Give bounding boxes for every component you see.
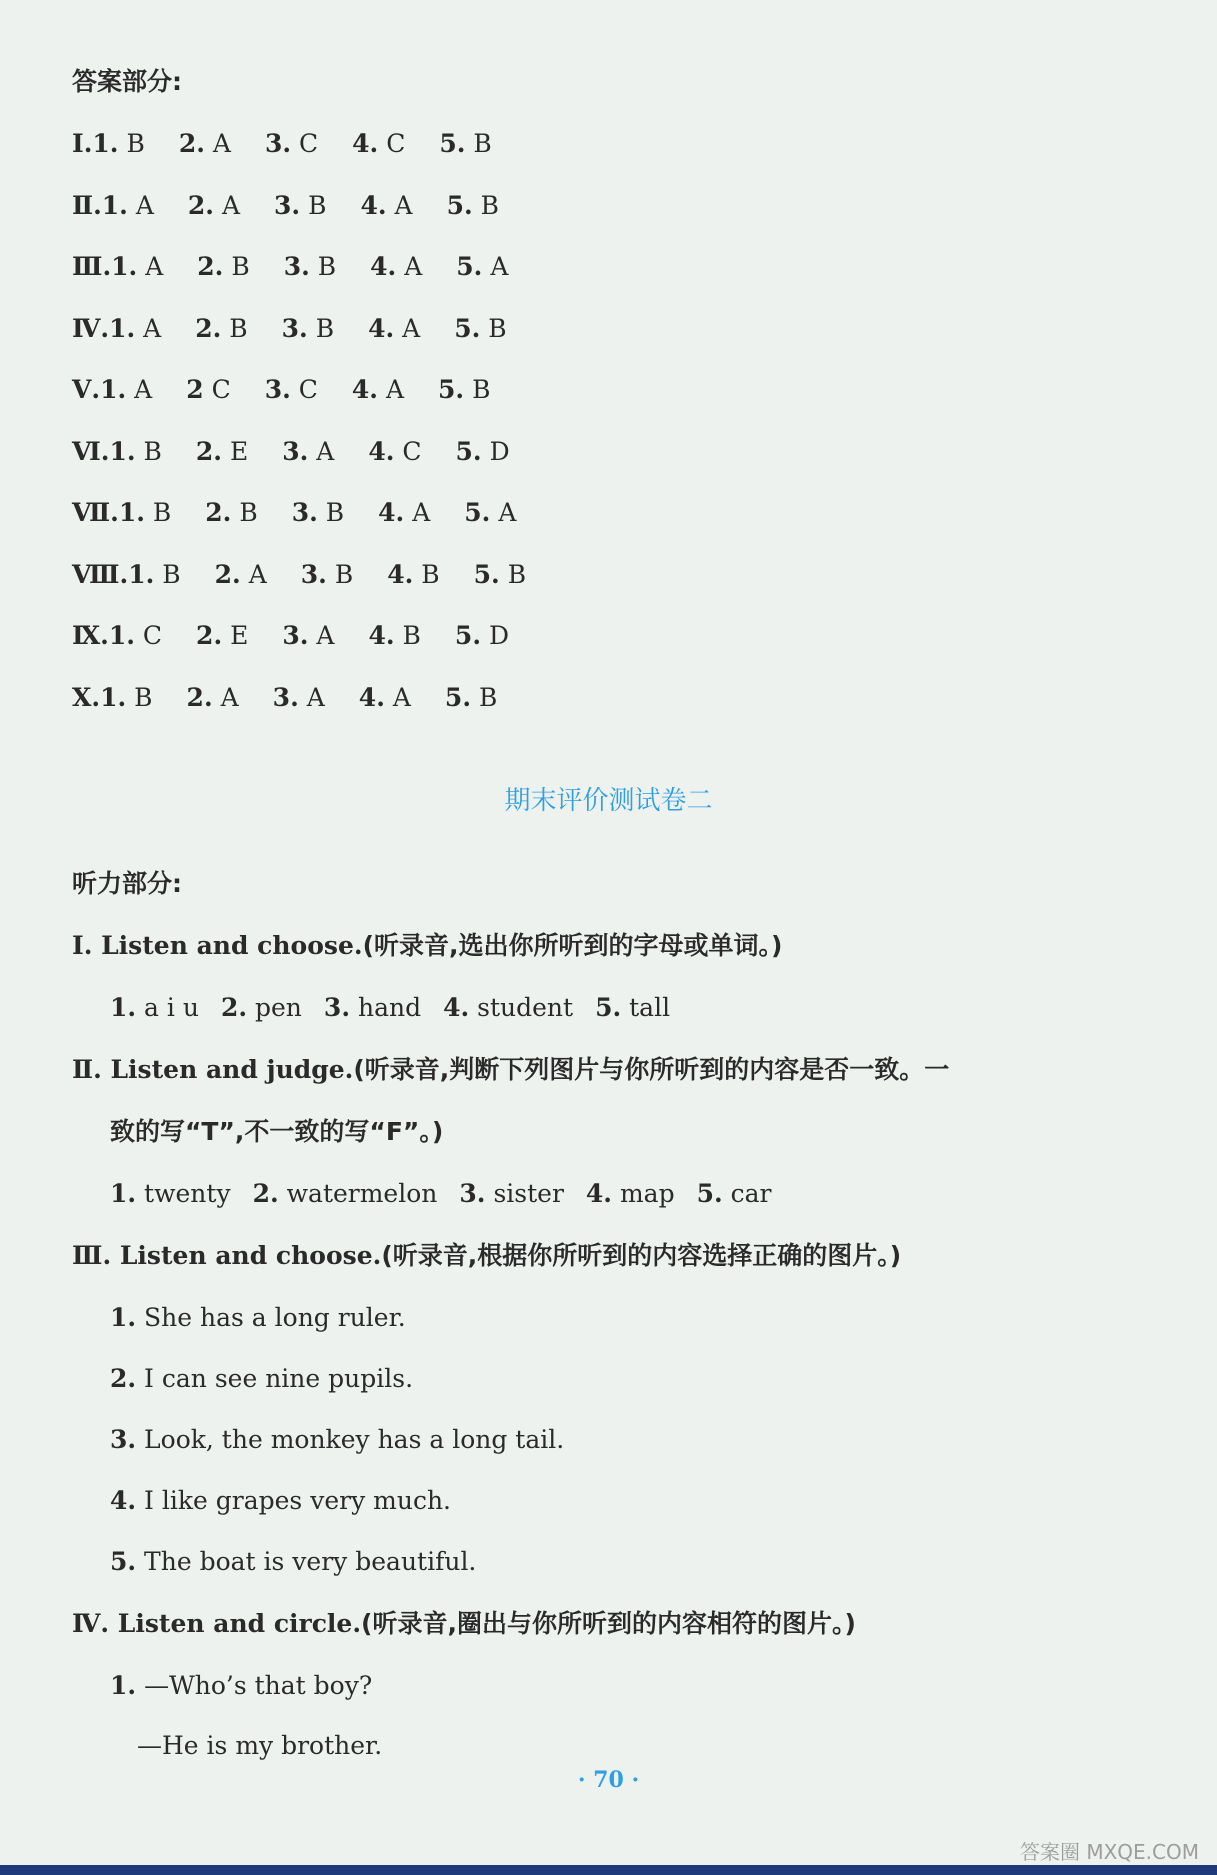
answer-item-number: 4. xyxy=(368,621,395,650)
answer-item xyxy=(360,190,412,222)
part4-line2: —He is my brother. xyxy=(137,1731,383,1760)
part1-title xyxy=(72,930,782,962)
list-item-text: pen xyxy=(247,993,302,1022)
answer-item-value: B xyxy=(300,190,327,220)
answers-heading: 答案部分: xyxy=(72,67,182,96)
answer-row xyxy=(72,436,510,468)
answer-item xyxy=(447,190,499,222)
list-item-number: 5. xyxy=(696,1179,723,1208)
answer-item xyxy=(109,436,161,468)
answer-item xyxy=(109,313,161,345)
part4-line1 xyxy=(110,1670,372,1702)
answer-item-value: B xyxy=(126,682,153,712)
answer-item-number: 3. xyxy=(300,559,327,589)
answer-item-value: B xyxy=(394,621,421,650)
answer-item-value: B xyxy=(472,190,500,220)
answer-item xyxy=(474,559,526,591)
answer-item xyxy=(368,436,421,468)
answer-item-number: 2 xyxy=(186,375,204,404)
answer-item-number: 5. xyxy=(438,375,465,404)
part2-items xyxy=(110,1178,772,1210)
answer-item-value: B xyxy=(465,129,492,158)
answer-item-value: B xyxy=(413,559,440,589)
answer-item xyxy=(445,682,497,714)
answer-item-number: 4. xyxy=(352,129,379,158)
answer-item-value: A xyxy=(384,682,411,712)
answer-item-value: B xyxy=(317,498,345,527)
answer-item xyxy=(464,497,516,529)
sentence-number: 1. xyxy=(110,1303,137,1332)
sentence-text: She has a long ruler. xyxy=(136,1303,406,1332)
answer-item xyxy=(352,374,404,406)
list-item-text: twenty xyxy=(136,1179,231,1208)
list-item-number: 1. xyxy=(110,993,137,1022)
answer-item xyxy=(119,497,171,529)
part4-instruction: (听录音,圈出与你所听到的内容相符的图片。) xyxy=(361,1609,856,1638)
answer-item xyxy=(352,128,405,160)
answer-item xyxy=(179,128,231,160)
section-title: 期末评价测试卷二 xyxy=(504,786,713,816)
answer-item-value: A xyxy=(378,375,405,404)
answer-item-value: A xyxy=(126,375,153,404)
answer-item-number: 3. xyxy=(264,129,292,158)
answer-item xyxy=(456,436,510,468)
part3-instruction: (听录音,根据你所听到的内容选择正确的图片。) xyxy=(381,1241,902,1270)
list-item-text: map xyxy=(612,1179,675,1208)
answer-item-value: B xyxy=(154,559,181,589)
answer-item xyxy=(187,682,239,714)
answer-item-number: 4. xyxy=(368,436,395,466)
answer-item-number: 2. xyxy=(214,559,241,589)
answer-item-value: C xyxy=(378,129,406,158)
answer-item xyxy=(205,497,257,529)
bottom-bar xyxy=(0,1865,1217,1875)
answer-item-value: B xyxy=(118,129,145,158)
answer-item-number: 3. xyxy=(281,313,308,343)
part4-line1-text: —Who’s that boy? xyxy=(144,1671,373,1700)
list-item-text: tall xyxy=(621,993,671,1022)
answer-item-number: 3. xyxy=(283,252,310,281)
answer-item-value: E xyxy=(222,621,249,650)
answer-row-roman: Ⅴ. xyxy=(72,375,101,404)
answer-item-value: B xyxy=(480,313,507,343)
part1-label: Ⅰ. Listen and choose. xyxy=(72,931,363,960)
answer-item-number: 3. xyxy=(264,375,291,404)
answer-item-number: 2. xyxy=(186,682,213,712)
answer-item-number: 3. xyxy=(272,682,299,712)
part2-label: Ⅱ. Listen and judge. xyxy=(72,1055,354,1084)
answer-item-value: C xyxy=(291,129,319,158)
answer-row xyxy=(72,620,509,652)
answer-item-number: 1. xyxy=(100,682,127,712)
answer-item-number: 2. xyxy=(195,313,222,343)
list-item-number: 1. xyxy=(110,1179,137,1208)
answer-item-value: A xyxy=(404,498,431,527)
list-item-text: watermelon xyxy=(278,1179,438,1208)
answer-item-value: B xyxy=(499,559,527,589)
answer-item-value: D xyxy=(481,621,510,650)
list-item-number: 4. xyxy=(585,1179,613,1208)
answer-item-value: A xyxy=(212,682,239,712)
part2-instruction-cont: 致的写“T”,不一致的写“F”。) xyxy=(110,1117,444,1146)
answer-item-value: B xyxy=(471,682,498,712)
answer-item-value: C xyxy=(290,375,318,404)
answer-item xyxy=(368,620,420,652)
answer-item-number: 1. xyxy=(111,252,138,281)
part3-sentence xyxy=(110,1546,476,1578)
answer-item-value: A xyxy=(394,313,421,343)
page-number: · 70 · xyxy=(577,1767,640,1793)
answer-row-roman: Ⅹ. xyxy=(72,682,101,712)
sentence-number: 5. xyxy=(110,1547,137,1576)
part2-title xyxy=(72,1054,949,1086)
list-item-number: 2. xyxy=(220,993,248,1022)
answer-item xyxy=(186,374,230,406)
answer-item xyxy=(197,251,249,283)
answer-item xyxy=(454,313,506,345)
answer-item-number: 2. xyxy=(195,436,222,466)
answer-item xyxy=(109,620,162,652)
answer-item-value: B xyxy=(309,252,337,281)
answer-item-number: 4. xyxy=(387,559,414,589)
answer-item xyxy=(128,559,180,591)
answer-item-value: A xyxy=(308,436,335,466)
answer-row-roman: Ⅵ. xyxy=(72,436,110,466)
answer-item-number: 4. xyxy=(378,498,405,527)
answer-item-number: 3. xyxy=(274,190,301,220)
answer-item-number: 1. xyxy=(101,190,128,220)
answer-item-value: C xyxy=(134,621,163,650)
answer-item-value: A xyxy=(137,252,164,281)
list-item-number: 3. xyxy=(323,993,351,1022)
answer-item-value: B xyxy=(221,313,248,343)
answer-item-value: C xyxy=(394,436,422,466)
answer-item-value: A xyxy=(204,129,231,158)
answer-item xyxy=(439,128,491,160)
answer-item-number: 4. xyxy=(358,682,385,712)
answer-row-roman: Ⅱ. xyxy=(72,190,102,220)
list-item-number: 3. xyxy=(459,1179,486,1208)
answer-item-value: B xyxy=(135,436,162,466)
answer-item xyxy=(292,497,344,529)
list-item-text: hand xyxy=(350,993,422,1022)
answer-item-number: 5. xyxy=(444,682,472,712)
answer-row xyxy=(72,497,516,529)
answer-row-roman: Ⅳ. xyxy=(72,313,110,343)
answer-item-number: 1. xyxy=(100,375,127,404)
answer-item-number: 5. xyxy=(446,190,473,220)
part3-label: Ⅲ. Listen and choose. xyxy=(72,1241,382,1270)
list-item-text: sister xyxy=(485,1179,564,1208)
answer-item-value: B xyxy=(144,498,172,527)
answer-item-value: A xyxy=(298,682,325,712)
answer-item xyxy=(196,620,248,652)
answer-item xyxy=(92,128,144,160)
answer-row-roman: Ⅸ. xyxy=(72,621,109,650)
part3-sentence xyxy=(110,1363,413,1395)
answer-item-value: E xyxy=(222,436,249,466)
answer-row xyxy=(72,190,499,222)
answer-item-value: A xyxy=(396,252,423,281)
sentence-text: I can see nine pupils. xyxy=(136,1364,414,1393)
sentence-text: The boat is very beautiful. xyxy=(136,1547,477,1576)
answer-item xyxy=(456,251,508,283)
answer-item-value: B xyxy=(326,559,354,589)
answer-item-value: B xyxy=(464,375,491,404)
answer-item-number: 2. xyxy=(205,498,232,527)
part4-label: Ⅳ. Listen and circle. xyxy=(72,1609,362,1638)
answer-item-value: D xyxy=(481,436,510,466)
answer-row-roman: Ⅰ. xyxy=(72,129,93,158)
answer-item-number: 5. xyxy=(454,313,481,343)
answer-item xyxy=(284,251,336,283)
answer-item xyxy=(102,190,154,222)
part1-items xyxy=(110,992,670,1024)
part2-instruction: (听录音,判断下列图片与你所听到的内容是否一致。一 xyxy=(353,1055,950,1084)
answer-item-number: 1. xyxy=(128,559,155,589)
answer-item-number: 1. xyxy=(92,129,119,158)
answer-item xyxy=(196,436,248,468)
answer-row xyxy=(72,313,507,345)
part3-sentence xyxy=(110,1302,406,1334)
answer-item-value: A xyxy=(386,190,413,220)
answer-item xyxy=(282,436,334,468)
answer-item xyxy=(111,251,163,283)
part1-instruction: (听录音,选出你所听到的字母或单词。) xyxy=(362,931,783,960)
answer-item xyxy=(195,313,247,345)
answer-item-number: 2. xyxy=(187,190,215,220)
answer-item xyxy=(455,620,509,652)
sentence-text: I like grapes very much. xyxy=(136,1486,451,1515)
answer-item-number: 3. xyxy=(282,621,309,650)
answer-item-value: B xyxy=(231,498,258,527)
answer-row xyxy=(72,374,490,406)
answer-item xyxy=(368,313,420,345)
answer-item-value: C xyxy=(203,375,231,404)
answer-item xyxy=(359,682,411,714)
answer-item xyxy=(301,559,353,591)
answer-item-number: 2. xyxy=(178,129,205,158)
answer-item-value: A xyxy=(482,252,509,281)
list-item-number: 5. xyxy=(595,993,622,1022)
answer-item-number: 1. xyxy=(109,313,136,343)
answer-item-number: 2. xyxy=(196,621,223,650)
answer-item-number: 5. xyxy=(455,436,482,466)
answer-item-number: 5. xyxy=(456,252,483,281)
answer-row xyxy=(72,251,508,283)
answer-item-number: 3. xyxy=(282,436,309,466)
answer-item-value: A xyxy=(135,313,162,343)
answer-item xyxy=(378,497,430,529)
part3-sentence xyxy=(110,1485,451,1517)
answer-item-number: 5. xyxy=(473,559,500,589)
answer-item-value: B xyxy=(307,313,335,343)
sentence-number: 3. xyxy=(110,1425,137,1454)
answer-item xyxy=(282,620,334,652)
answer-item-number: 1. xyxy=(118,498,145,527)
answer-item-number: 5. xyxy=(454,621,482,650)
answer-row-roman: Ⅷ. xyxy=(72,559,129,589)
answer-item xyxy=(387,559,439,591)
answer-item xyxy=(100,682,152,714)
answer-item-value: A xyxy=(490,498,517,527)
answer-item xyxy=(215,559,267,591)
answer-item-number: 3. xyxy=(291,498,318,527)
answer-item xyxy=(438,374,490,406)
part4-num: 1. xyxy=(110,1671,137,1700)
answer-row-roman: Ⅶ. xyxy=(72,498,119,527)
site-watermark: 答案圈 MXQE.COM xyxy=(1019,1840,1199,1864)
answer-item xyxy=(370,251,422,283)
list-item-text: student xyxy=(469,993,574,1022)
answer-item-number: 1. xyxy=(109,436,136,466)
answer-item-number: 5. xyxy=(439,129,466,158)
list-item-text: a i u xyxy=(136,993,199,1022)
part3-sentence xyxy=(110,1424,564,1456)
sentence-number: 4. xyxy=(110,1486,137,1515)
part3-title xyxy=(72,1240,901,1272)
answer-item xyxy=(274,190,326,222)
sentence-text: Look, the monkey has a long tail. xyxy=(136,1425,565,1454)
answer-item-number: 1. xyxy=(108,621,135,650)
answer-item-number: 5. xyxy=(464,498,491,527)
answer-row xyxy=(72,559,526,591)
answer-item xyxy=(100,374,152,406)
part4-title xyxy=(72,1608,856,1640)
answer-item xyxy=(265,374,318,406)
answer-item-number: 4. xyxy=(360,190,387,220)
answer-item-value: A xyxy=(127,190,154,220)
answer-item-number: 2. xyxy=(197,252,224,281)
answer-item-number: 4. xyxy=(351,375,379,404)
answer-item xyxy=(282,313,334,345)
answer-item-value: A xyxy=(214,190,241,220)
answer-item xyxy=(273,682,325,714)
list-item-number: 4. xyxy=(443,993,470,1022)
list-item-number: 2. xyxy=(252,1179,279,1208)
answer-row-roman: Ⅲ. xyxy=(72,252,112,281)
answer-item-number: 4. xyxy=(368,313,395,343)
answer-item xyxy=(265,128,318,160)
answer-row xyxy=(72,682,497,714)
list-item-text: car xyxy=(722,1179,772,1208)
answer-item-number: 4. xyxy=(370,252,397,281)
answer-item-value: B xyxy=(223,252,250,281)
sentence-number: 2. xyxy=(110,1364,137,1393)
answer-item-value: A xyxy=(240,559,267,589)
listening-heading: 听力部分: xyxy=(72,869,182,898)
answer-item xyxy=(188,190,240,222)
answer-row xyxy=(72,128,492,160)
answer-item-value: A xyxy=(308,621,335,650)
